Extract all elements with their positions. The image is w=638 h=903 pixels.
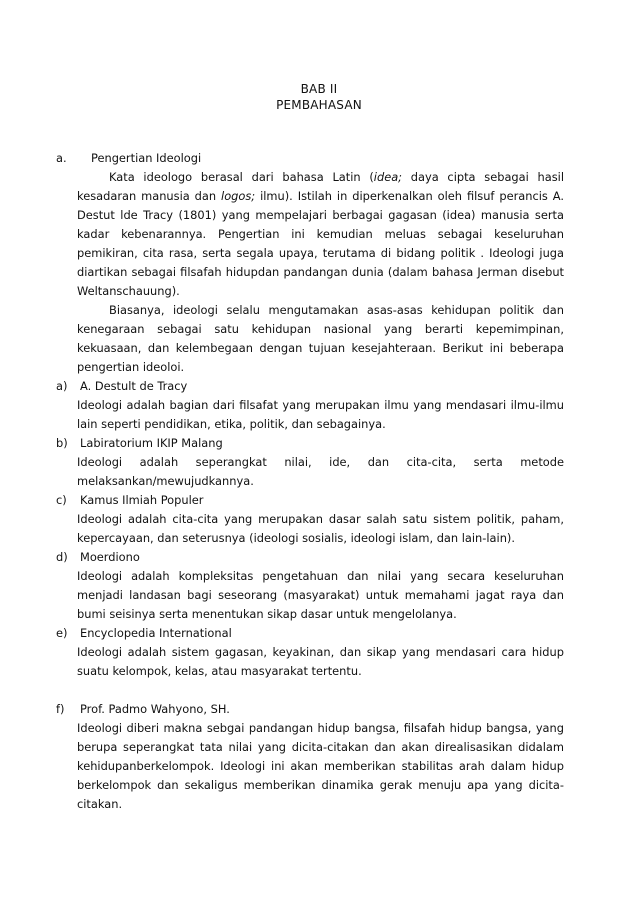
- definition-c-heading: [56, 491, 564, 510]
- definition-f-text: Ideologi diberi makna sebgai pandangan hidup bangsa, filsafah hidup bangsa, yang berupa seperangkat tata nilai yang dicita-citakan dan akan direalisasikan didalam kehidupanberkelompok. Ideologi ini akan memberikan stabilitas arah dalam hidup berkelompok dan sekaligus memberikan dinamika gerak menuju apa yang dicita-citakan.: [77, 721, 564, 811]
- definition-d-heading: [56, 548, 564, 567]
- definition-b-text: Ideologi adalah seperangkat nilai, ide, dan cita-cita, serta metode melaksankan/mewujudkannya.: [77, 455, 564, 488]
- definition-b-heading: [56, 434, 564, 453]
- definition-d-marker: d): [56, 550, 68, 564]
- intro-rest: ilmu). Istilah in diperkenalkan oleh filsuf perancis A. Destut lde Tracy (1801) yang mempelajari berbagai gagasan (idea) manusia serta kadar kebenarannya. Pengertian ini kemudian meluas sebagai keseluruhan pemikiran, cita rasa, serta segala upaya, terutama di bidang politik . Ideologi juga diartikan sebagai filsafah hidupdan pandangan dunia (dalam bahasa Jerman disebut Weltanschauung).: [77, 189, 564, 298]
- definition-f-heading: [56, 700, 564, 719]
- definition-a-marker: a): [56, 379, 68, 393]
- spacer: [56, 681, 564, 700]
- definition-e-heading: [56, 624, 564, 643]
- definition-c-marker: c): [56, 493, 67, 507]
- latin-term-idea: idea;: [373, 170, 403, 184]
- definition-b-source: Labiratorium IKIP Malang: [80, 436, 223, 450]
- section-a-title: Pengertian Ideologi: [91, 151, 202, 165]
- chapter-title: PEMBAHASAN: [276, 98, 362, 112]
- intro-mid: daya cipta sebagai hasil kesadaran manusia dan: [77, 170, 564, 203]
- definition-e-text: Ideologi adalah sistem gagasan, keyakinan, dan sikap yang mendasari cara hidup suatu kelompok, kelas, atau masyarakat tertentu.: [77, 645, 564, 678]
- document-body: [56, 149, 564, 814]
- section-a-marker: a.: [56, 151, 67, 165]
- definition-e-marker: e): [56, 626, 68, 640]
- section-a-second-paragraph: Biasanya, ideologi selalu mengutamakan asas-asas kehidupan politik dan kenegaraan sebagai satu kehidupan nasional yang berarti kepemimpinan, kekuasaan, dan kelembegaan dengan tujuan kesejahteraan. Berikut ini beberapa pengertian ideoloi.: [77, 303, 564, 374]
- definition-d-source: Moerdiono: [80, 550, 140, 564]
- definition-a-heading: [56, 377, 564, 396]
- definition-a-source: A. Destult de Tracy: [80, 379, 188, 393]
- definition-c-text: Ideologi adalah cita-cita yang merupakan dasar salah satu sistem politik, paham, kepercayaan, dan seterusnya (ideologi sosialis, ideologi islam, dan lain-lain).: [77, 512, 564, 545]
- definition-c-source: Kamus Ilmiah Populer: [80, 493, 204, 507]
- definition-e-source: Encyclopedia International: [80, 626, 232, 640]
- section-a-intro-paragraph: [77, 168, 564, 301]
- chapter-label: BAB II: [300, 82, 338, 96]
- section-a-heading: [56, 149, 564, 168]
- latin-term-logos: logos;: [221, 189, 256, 203]
- definition-b-marker: b): [56, 436, 68, 450]
- intro-lead: Kata ideologo berasal dari bahasa Latin (: [109, 170, 374, 184]
- definition-a-text: Ideologi adalah bagian dari filsafat yang merupakan ilmu yang mendasari ilmu-ilmu lain seperti pendidikan, etika, politik, dan sebagainya.: [77, 398, 564, 431]
- definition-f-source: Prof. Padmo Wahyono, SH.: [80, 702, 230, 716]
- definition-d-text: Ideologi adalah kompleksitas pengetahuan dan nilai yang secara keseluruhan menjadi landasan bagi seseorang (masyarakat) untuk memahami jagat raya dan bumi seisinya serta menentukan sikap dasar untuk mengelolanya.: [77, 569, 564, 621]
- definition-f-marker: f): [56, 702, 65, 716]
